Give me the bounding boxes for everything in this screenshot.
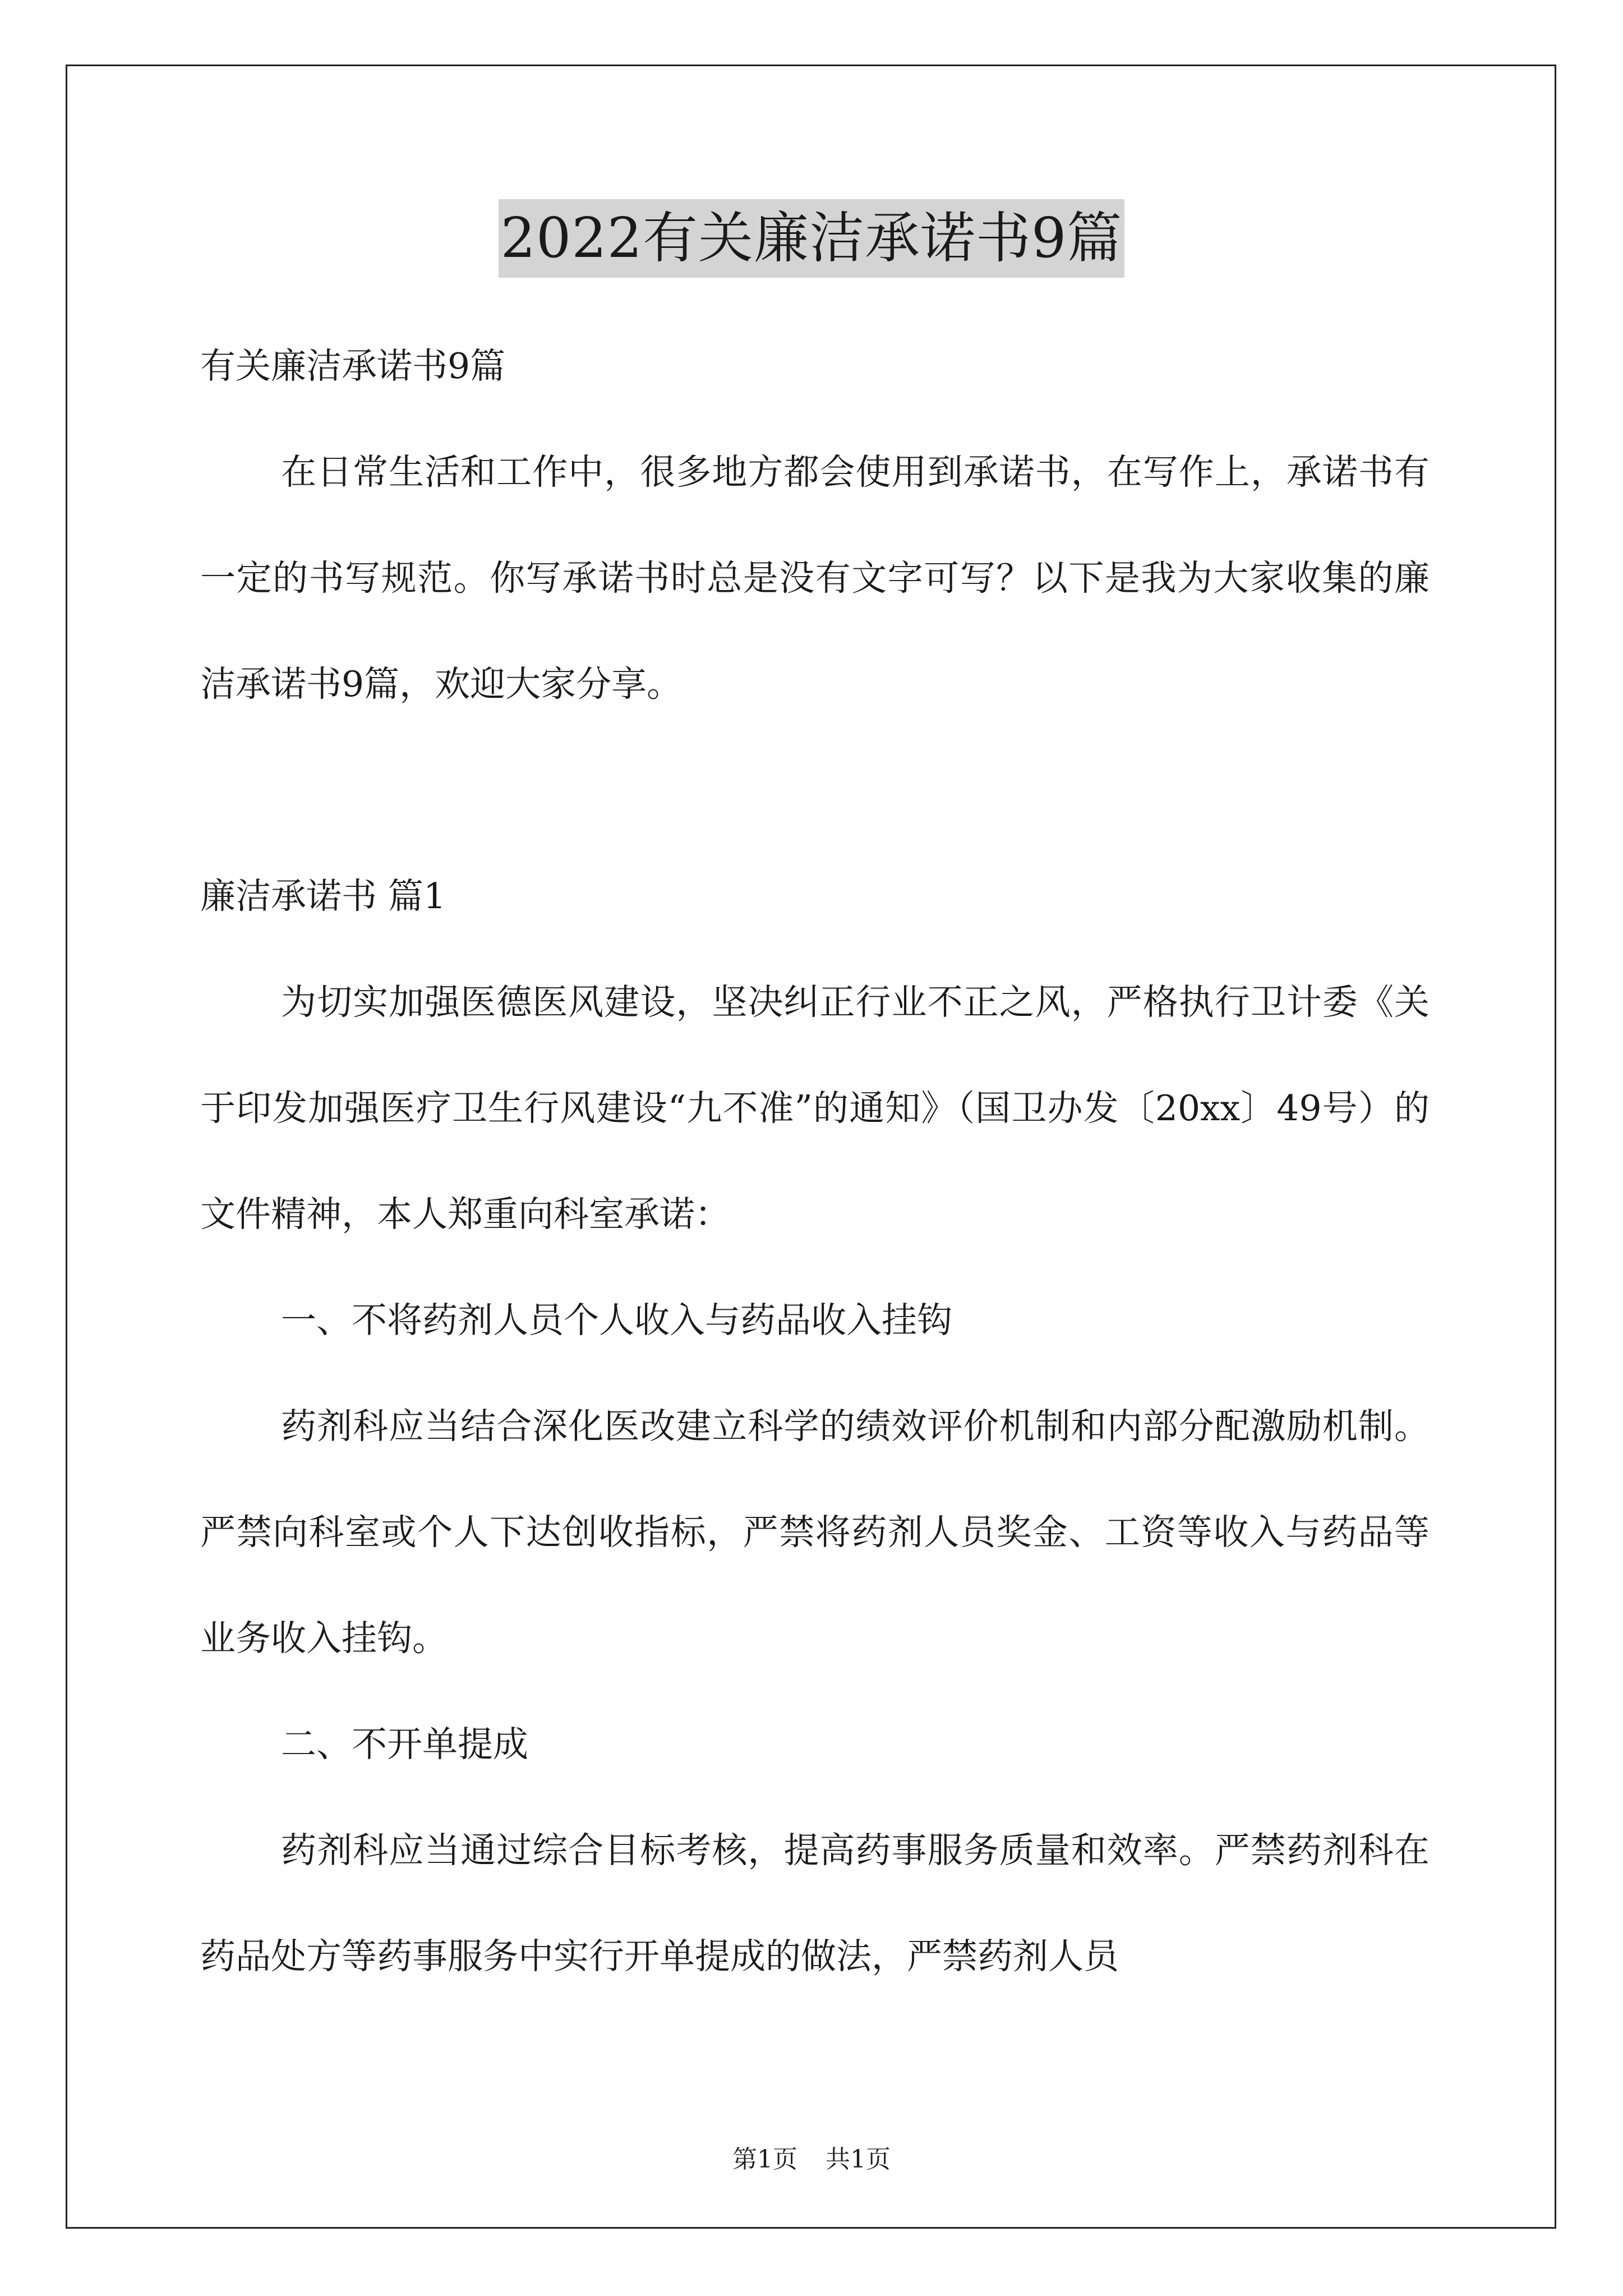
page-number-total: 共1页 [826,2145,891,2174]
body-paragraph: 为切实加强医德医风建设，坚决纠正行业不正之风，严格执行卫计委《关于印发加强医疗卫生行风建设“九不准”的通知》（国卫办发〔20xx〕49号）的文件精神，本人郑重向科室承诺： [200,982,1430,1235]
section-heading: 廉洁承诺书 篇1 [200,876,446,917]
subtitle-paragraph: 有关廉洁承诺书9篇 [200,346,506,386]
body-paragraph: 药剂科应当通过综合目标考核，提高药事服务质量和效率。严禁药剂科在药品处方等药事服务中实行开单提成的做法，严禁药剂人员 [200,1830,1430,1977]
page-footer [0,2143,1623,2177]
body-paragraph: 药剂科应当结合深化医改建立科学的绩效评价机制和内部分配激励机制。严禁向科室或个人下达创收指标，严禁将药剂人员奖金、工资等收入与药品等业务收入挂钩。 [200,1406,1430,1659]
document-title [0,199,1623,278]
document-title-text: 2022有关廉洁承诺书9篇 [499,199,1125,278]
intro-paragraph: 在日常生活和工作中，很多地方都会使用到承诺书，在写作上，承诺书有一定的书写规范。你写承诺书时总是没有文字可写？以下是我为大家收集的廉洁承诺书9篇，欢迎大家分享。 [200,452,1430,705]
clause-heading: 二、不开单提成 [281,1724,528,1765]
document-body [200,313,1430,2009]
page-number-current: 第1页 [732,2145,797,2174]
clause-heading: 一、不将药剂人员个人收入与药品收入挂钩 [281,1300,952,1341]
